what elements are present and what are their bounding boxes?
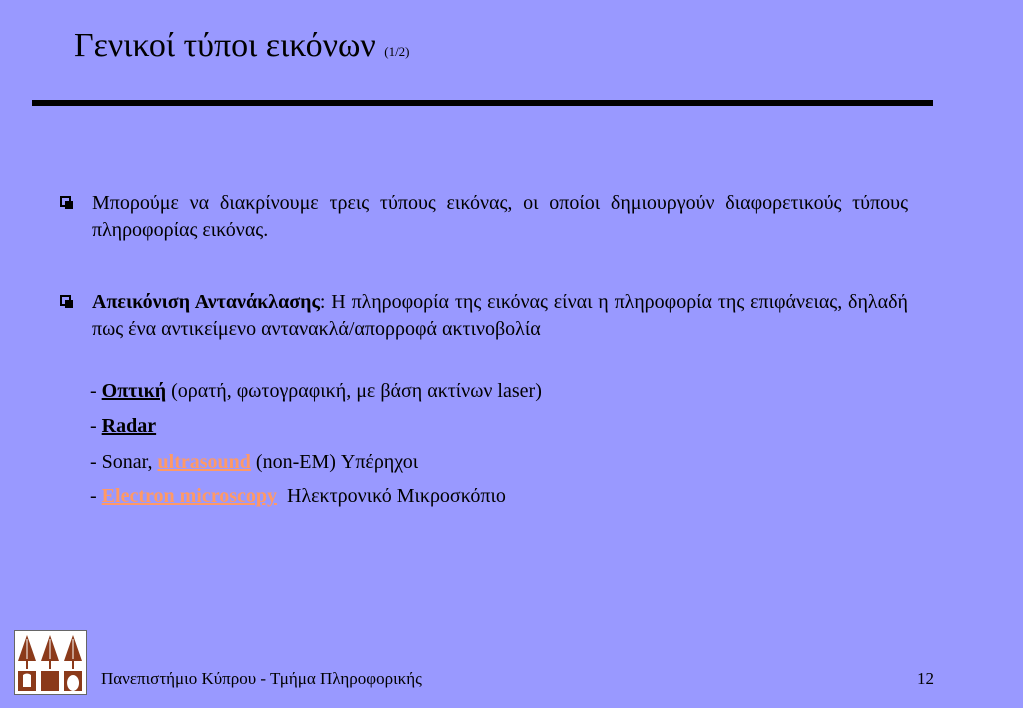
sub-item-prefix: - Sonar, [90,451,158,473]
logo-graphic [15,631,86,694]
checkbox-bullet-icon [60,196,71,207]
sub-item-term: Radar [101,415,157,437]
page-number: 12 [917,669,934,688]
title-divider [32,100,933,106]
sub-item-prefix: - [90,380,102,402]
bullet-body: : Η πληροφορία της εικόνας είναι η πληροφορία της επιφάνειας, δηλαδή πως ένα αντικείμενο αντανακλά/απορροφά ακτινοβολία [92,291,908,340]
footer-institution: Πανεπιστήμιο Κύπρου - Τμήμα Πληροφορικής [101,669,422,688]
bullet-item [60,289,908,343]
bullet-text: Μπορούμε να διακρίνουμε τρεις τύπους εικόνας, οι οποίοι δημιουργούν διαφορετικούς τύπους πληροφορίας εικόνας. [92,192,908,241]
sub-item-optical [90,378,542,405]
sub-item-rest: (ορατή, φωτογραφική, με βάση ακτίνων laser) [166,380,542,402]
sub-item-prefix: - [90,415,102,437]
sub-item-prefix: - [90,485,102,507]
checkbox-bullet-icon [60,295,71,306]
slide-title [74,24,410,74]
sub-item-electron-microscopy [90,483,506,510]
sub-item-sonar [90,449,418,476]
bullet-lead: Απεικόνιση Αντανάκλασης [92,291,320,313]
electron-microscopy-link[interactable]: Electron microscopy [101,485,278,507]
university-logo-icon [14,630,87,695]
bullet-item [60,190,908,244]
slide-title-counter: (1/2) [384,44,410,59]
sub-item-radar [90,413,156,440]
sub-item-rest: (non-EM) Υπέρηχοι [250,451,419,473]
bullet-text [92,289,908,343]
sub-item-term: Οπτική [101,380,167,402]
sub-item-rest: Ηλεκτρονικό Μικροσκόπιο [277,485,506,507]
slide-title-text: Γενικοί τύποι εικόνων [74,27,376,64]
ultrasound-link[interactable]: ultrasound [157,451,251,473]
